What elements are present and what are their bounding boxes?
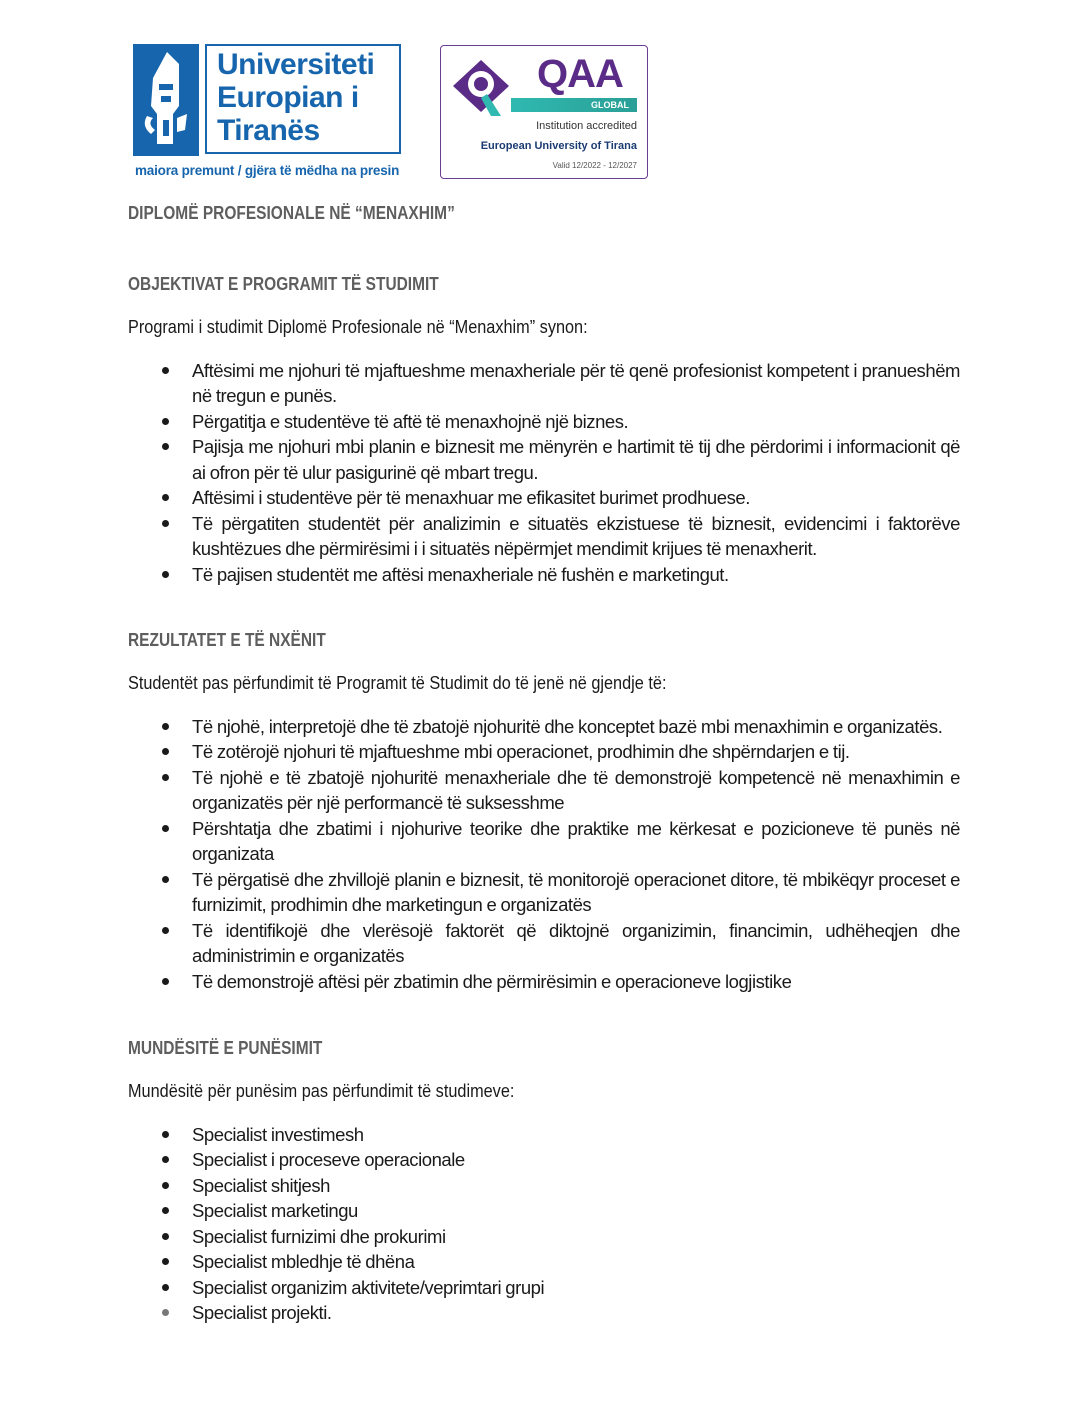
bullet-icon (162, 876, 169, 883)
list-item: Specialist marketingu (128, 1198, 960, 1224)
outcomes-intro: Studentët pas përfundimit të Programit të Studimit do të jenë në gjendje të: (128, 672, 667, 693)
list-item: Të njohë e të zbatojë njohuritë menaxheriale dhe të demonstrojë kompetencë në menaxhimin e organizatës për një performancë të suksesshme (128, 765, 960, 816)
document-body (128, 195, 960, 1326)
bullet-icon (162, 494, 169, 501)
list-item: Pajisja me njohuri mbi planin e biznesit me mënyrën e hartimit të tij dhe përdorimi i informacionit që ai ofron për të ulur pasigurinë që mbart tregu. (128, 434, 960, 485)
list-item: Të zotërojë njohuri të mjaftueshme mbi operacionet, prodhimin dhe shpërndarjen e tij. (128, 739, 960, 765)
list-item: Aftësimi me njohuri të mjaftueshme menaxheriale për të qenë profesionist kompetent i pranueshëm në tregun e punës. (128, 358, 960, 409)
bullet-icon (162, 520, 169, 527)
bullet-icon (162, 774, 169, 781)
qaa-global-label: GLOBAL (591, 100, 629, 110)
university-name: Universiteti Europian i Tiranës (217, 48, 375, 147)
document-title: DIPLOMË PROFESIONALE NË “MENAXHIM” (128, 203, 455, 223)
list-item: Aftësimi i studentëve për të menaxhuar me efikasitet burimet prodhuese. (128, 485, 960, 511)
list-item: Specialist investimesh (128, 1122, 960, 1148)
bullet-icon (162, 723, 169, 730)
bullet-icon (162, 927, 169, 934)
bullet-icon (162, 1258, 169, 1265)
bullet-icon (162, 571, 169, 578)
list-item: Specialist organizim aktivitete/veprimtari grupi (128, 1275, 960, 1301)
bullet-icon (162, 1233, 169, 1240)
bullet-icon (162, 978, 169, 985)
university-emblem-icon (133, 44, 199, 156)
university-name-box (205, 44, 401, 154)
list-item: Përshtatja dhe zbatimi i njohurive teorike dhe praktike me kërkesat e pozicioneve të punës në organizata (128, 816, 960, 867)
bullet-icon (162, 748, 169, 755)
list-item: Të pajisen studentët me aftësi menaxheriale në fushën e marketingut. (128, 562, 960, 588)
list-item: Specialist furnizimi dhe prokurimi (128, 1224, 960, 1250)
qaa-accreditation-badge (440, 45, 648, 179)
list-item: Të identifikojë dhe vlerësojë faktorët që diktojnë organizimin, financimin, udhëheqjen dhe administrimin e organizatës (128, 918, 960, 969)
qaa-accredited-text: Institution accredited (536, 120, 637, 132)
list-item: Të përgatisë dhe zhvillojë planin e biznesit, të monitorojë operacionet ditore, të mbikëqyr proceset e furnizimit, prodhimin dhe marketingun e organizatës (128, 867, 960, 918)
qaa-institution-name: European University of Tirana (480, 140, 637, 152)
list-item: Të demonstrojë aftësi për zbatimin dhe përmirësimin e operacioneve logjistike (128, 969, 960, 995)
list-item: Të njohë, interpretojë dhe të zbatojë njohuritë dhe konceptet bazë mbi menaxhimin e organizatës. (128, 714, 960, 740)
bullet-icon (162, 367, 169, 374)
list-item: Përgatitja e studentëve të aftë të menaxhojnë një biznes. (128, 409, 960, 435)
university-logo (133, 44, 405, 182)
bullet-icon (162, 1284, 169, 1291)
objectives-intro: Programi i studimit Diplomë Profesionale në “Menaxhim” synon: (128, 316, 588, 337)
bullet-icon (162, 1182, 169, 1189)
list-item: Specialist mbledhje të dhëna (128, 1249, 960, 1275)
bullet-icon (162, 1131, 169, 1138)
section-heading-outcomes: REZULTATET E TË NXËNIT (128, 630, 326, 650)
section-heading-objectives: OBJEKTIVAT E PROGRAMIT TË STUDIMIT (128, 274, 439, 294)
objectives-list (128, 358, 960, 588)
list-item: Specialist projekti. (128, 1300, 960, 1326)
employment-intro: Mundësitë për punësim pas përfundimit të studimeve: (128, 1080, 515, 1101)
qaa-global-bar (511, 98, 637, 112)
employment-list (128, 1122, 960, 1326)
outcomes-list (128, 714, 960, 995)
list-item: Specialist shitjesh (128, 1173, 960, 1199)
bullet-icon (162, 1156, 169, 1163)
list-item: Të përgatiten studentët për analizimin e situatës ekzistuese të biznesit, evidencimi i faktorëve kushtëzues dhe përmirësimi i i situatës nëpërmjet mendimit krijues të menaxherit. (128, 511, 960, 562)
bullet-icon (162, 1309, 169, 1316)
bullet-icon (162, 443, 169, 450)
university-motto: maiora premunt / gjëra të mëdha na presin (135, 163, 400, 178)
qaa-validity: Valid 12/2022 - 12/2027 (552, 161, 637, 170)
bullet-icon (162, 418, 169, 425)
bullet-icon (162, 825, 169, 832)
section-heading-employment: MUNDËSITË E PUNËSIMIT (128, 1038, 323, 1058)
list-item: Specialist i proceseve operacionale (128, 1147, 960, 1173)
bullet-icon (162, 1207, 169, 1214)
qaa-wordmark: QAA (537, 52, 623, 96)
